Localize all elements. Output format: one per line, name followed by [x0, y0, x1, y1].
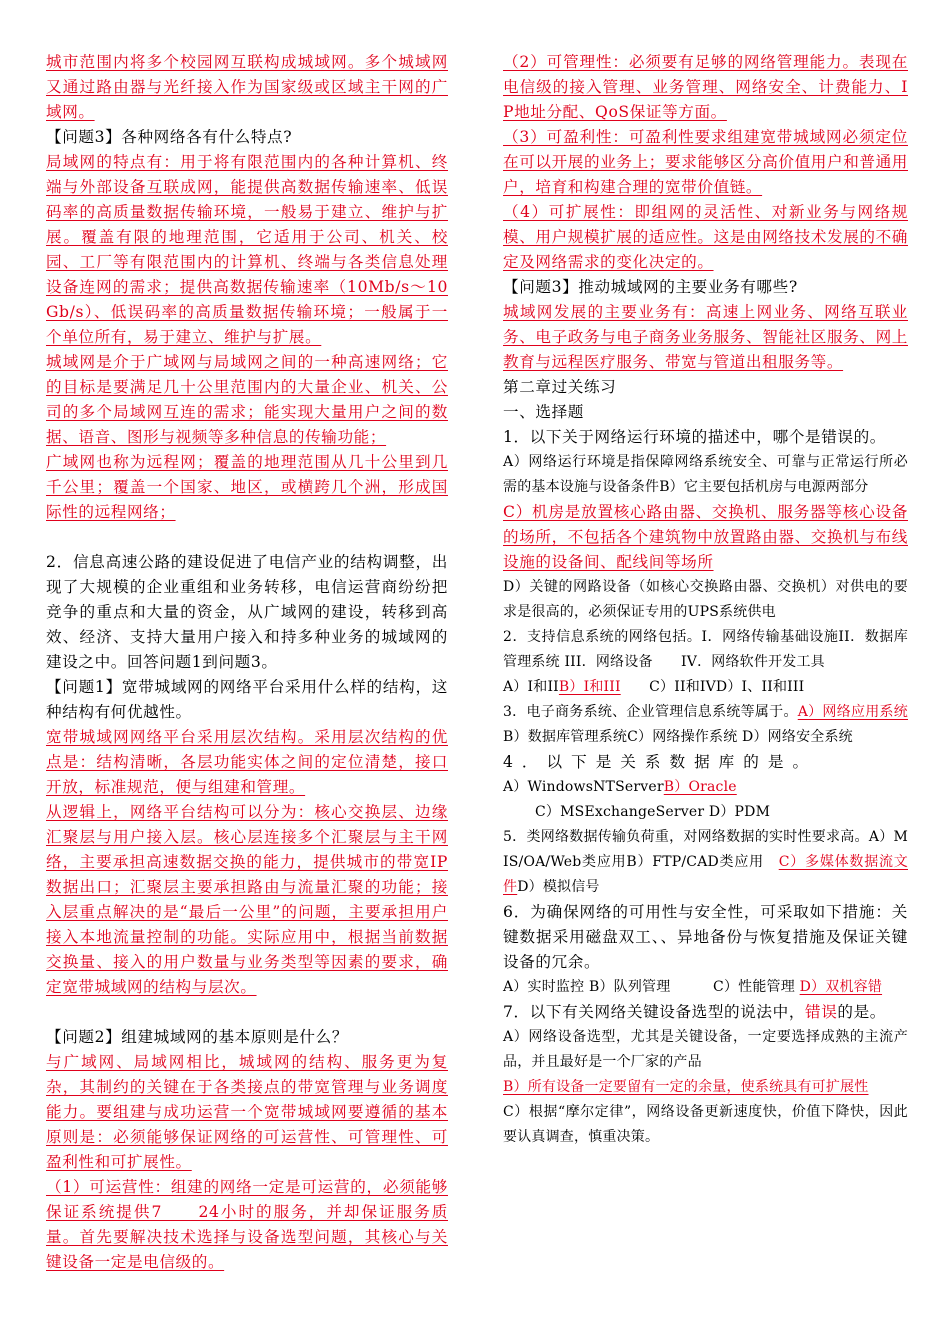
mcq2-option-b-answer: B）Ⅰ和III	[558, 679, 621, 695]
mcq1-options-ab: A）网络运行环境是指保障网络系统安全、可靠与正常运行所必需的基本设施与设备条件B）它主要包括机房与电源两部分	[503, 454, 908, 495]
answer2-profitability: （3）可盈利性：可盈利性要求组建宽带城域网必须定位在可以开展的业务上；要求能够区分高价值用户和普通用户，培育和构建合理的宽带价值链。	[503, 128, 908, 196]
answer2-manageability: （2）可管理性：必须要有足够的网络管理能力。表现在电信级的接入管理、业务管理、网络安全、计费能力、IP地址分配、QoS保证等方面。	[503, 53, 908, 121]
mcq4-option-a: A）WindowsNTServer	[503, 779, 664, 795]
mcq1-option-c-answer: C）机房是放置核心路由器、交换机、服务器等核心设备的场所，不包括各个建筑物中放置路由器、交换机与布线设施的设备间、配线间等场所	[503, 503, 908, 571]
mcq1-option-d: D）关键的网路设备（如核心交换路由器、交换机）对供电的要求是很高的，必须保证专用的UPS系统供电	[503, 579, 908, 620]
question3-title: 【问题3】各种网络各有什么特点?	[46, 128, 293, 146]
paragraph-metro-wan: 城市范围内将多个校园网互联构成城域网。多个城域网又通过路由器与光纤接入作为国家级或区域主干网的广域网。	[46, 53, 448, 121]
answer1-structure: 宽带城域网网络平台采用层次结构。采用层次结构的优点是：结构清晰，各层功能实体之间的定位清楚，接口开放，标准规范，便与组建和管理。	[46, 728, 448, 796]
mcq3-option-a-answer: A）网络应用系统	[797, 704, 909, 720]
mcq2-option-cd: C）II和IVD）Ⅰ、II和III	[620, 679, 805, 695]
left-column	[46, 50, 448, 1275]
question2-intro: 2．信息高速公路的建设促进了电信产业的结构调整，出现了大规模的企业重组和业务转移，电信运营商纷纷把竞争的重点和大量的资金，从广域网的建设，转移到高效、经济、支持大量用户接入和持多种业务的城域网的建设之中。回答问题1到问题3。	[46, 553, 448, 671]
right-column	[503, 50, 908, 1150]
mcq4-question: 4．以下是关系数据库的是。	[503, 753, 818, 771]
mcq2-question: 2．支持信息系统的网络包括。Ⅰ．网络传输基础设施II．数据库管理系统 III．网络设备 IV．网络软件开发工具	[503, 629, 908, 670]
mcq7-question-keyword: 错误	[805, 1003, 838, 1021]
mcq3-question: 3．电子商务系统、企业管理信息系统等属于。	[503, 704, 798, 720]
chapter-title: 第二章过关练习	[503, 378, 617, 396]
mcq6-option-d-answer: D）双机容错	[799, 979, 883, 995]
question1-title: 【问题1】宽带城域网的网络平台采用什么样的结构，这种结构有何优越性。	[46, 678, 448, 721]
mcq3-options-rest: B）数据库管理系统C）网络操作系统 D）网络安全系统	[503, 729, 853, 745]
question3b-title: 【问题3】推动城域网的主要业务有哪些?	[503, 278, 798, 296]
mcq1-question: 1．以下关于网络运行环境的描述中，哪个是错误的。	[503, 428, 886, 446]
mcq5-option-d: D）模拟信号	[517, 879, 600, 895]
mcq2-option-a: A）Ⅰ和II	[503, 679, 559, 695]
mcq5-question: 5．类网络数据传输负荷重，对网络数据的实时性要求高。A）MIS/OA/Web类应用B）FTP/CAD类应用	[503, 829, 908, 870]
mcq5-option-c-answer: C）多媒体数据流文件	[503, 854, 908, 895]
answer2-scalability: （4）可扩展性：即组网的灵活性、对新业务与网络规模、用户规模扩展的适应性。这是由网络技术发展的不确定及网络需求的变化决定的。	[503, 203, 908, 271]
mcq6-options-abc: A）实时监控 B）队列管理 C）性能管理	[503, 979, 795, 995]
mcq4-options-cd: C）MSExchangeServer D）PDM	[535, 804, 771, 820]
mcq4-options-ab	[503, 775, 908, 800]
answer2-principles: 与广域网、局域网相比，城域网的结构、服务更为复杂，其制约的关键在于各类接点的带宽管理与业务调度能力。要组建与成功运营一个宽带城域网要遵循的基本原则是：必须能够保证网络的可运营性、可管理性、可盈利性和可扩展性。	[46, 1053, 448, 1171]
answer-lan: 局域网的特点有：用于将有限范围内的各种计算机、终端与外部设备互联成网，能提供高数据传输速率、低误码率的高质量数据传输环境，一般易于建立、维护与扩展。覆盖有限的地理范围，它适用于公司、机关、校园、工厂等有限范围内的计算机、终端与各类信息处理设备连网的需求；提供高数据传输速率（10Mb/s～10Gb/s）、低误码率的高质量数据传输环境；一般属于一个单位所有，易于建立、维护与扩展。	[46, 153, 448, 346]
mcq5	[503, 825, 908, 900]
mcq7-question-start: 7．以下有关网络关键设备选型的说法中，	[503, 1003, 806, 1021]
mcq7-option-a: A）网络设备选型，尤其是关键设备，一定要选择成熟的主流产品，并且最好是一个厂家的产品	[503, 1029, 908, 1070]
answer1-layers: 从逻辑上，网络平台结构可以分为：核心交换层、边缘汇聚层与用户接入层。核心层连接多个汇聚层与主干网络，主要承担高速数据交换的能力，提供城市的带宽IP数据出口；汇聚层主要承担路由与流量汇聚的功能；接入层重点解决的是“最后一公里”的问题，主要承担用户接入本地流量控制的功能。实际应用中，根据当前数据交换量、接入的用户数量与业务类型等因素的要求，确定宽带城域网的结构与层次。	[46, 803, 448, 996]
spacer	[46, 525, 448, 550]
answer3b-services: 城域网发展的主要业务有：高速上网业务、网络互联业务、电子政务与电子商务业务服务、智能社区服务、网上教育与远程医疗服务、带宽与管道出租服务等。	[503, 303, 908, 371]
answer-man: 城域网是介于广域网与局域网之间的一种高速网络；它的目标是要满足几十公里范围内的大量企业、机关、公司的多个局域网互连的需求；能实现大量用户之间的数据、语音、图形与视频等多种信息的传输功能；	[46, 353, 448, 446]
section-title: 一、选择题	[503, 403, 584, 421]
mcq6-options	[503, 975, 908, 1000]
mcq7-question	[503, 1000, 908, 1025]
answer-wan: 广域网也称为远程网；覆盖的地理范围从几十公里到几千公里；覆盖一个国家、地区，或横跨几个洲，形成国际性的远程网络；	[46, 453, 448, 521]
mcq4-option-b-answer: B）Oracle	[663, 779, 737, 795]
mcq6-question: 6．为确保网络的可用性与安全性，可采取如下措施：关键数据采用磁盘双工、、异地备份与恢复措施及保证关键设备的冗余。	[503, 903, 908, 971]
mcq7-option-c: C）根据“摩尔定律”，网络设备更新速度快，价值下降快，因此要认真调查，慎重决策。	[503, 1104, 908, 1145]
question2-title: 【问题2】组建城域网的基本原则是什么？	[46, 1028, 349, 1046]
mcq2-options	[503, 675, 908, 700]
mcq3	[503, 700, 908, 750]
mcq7-option-b-answer: B）所有设备一定要留有一定的余量，使系统具有可扩展性	[503, 1079, 869, 1095]
spacer	[46, 1000, 448, 1025]
answer2-operability: （1）可运营性：组建的网络一定是可运营的，必须能够保证系统提供7 24小时的服务，并却保证服务质量。首先要解决技术选择与设备选型问题，其核心与关键设备一定是电信级的。	[46, 1178, 448, 1271]
mcq7-question-end: 的是。	[837, 1003, 886, 1021]
